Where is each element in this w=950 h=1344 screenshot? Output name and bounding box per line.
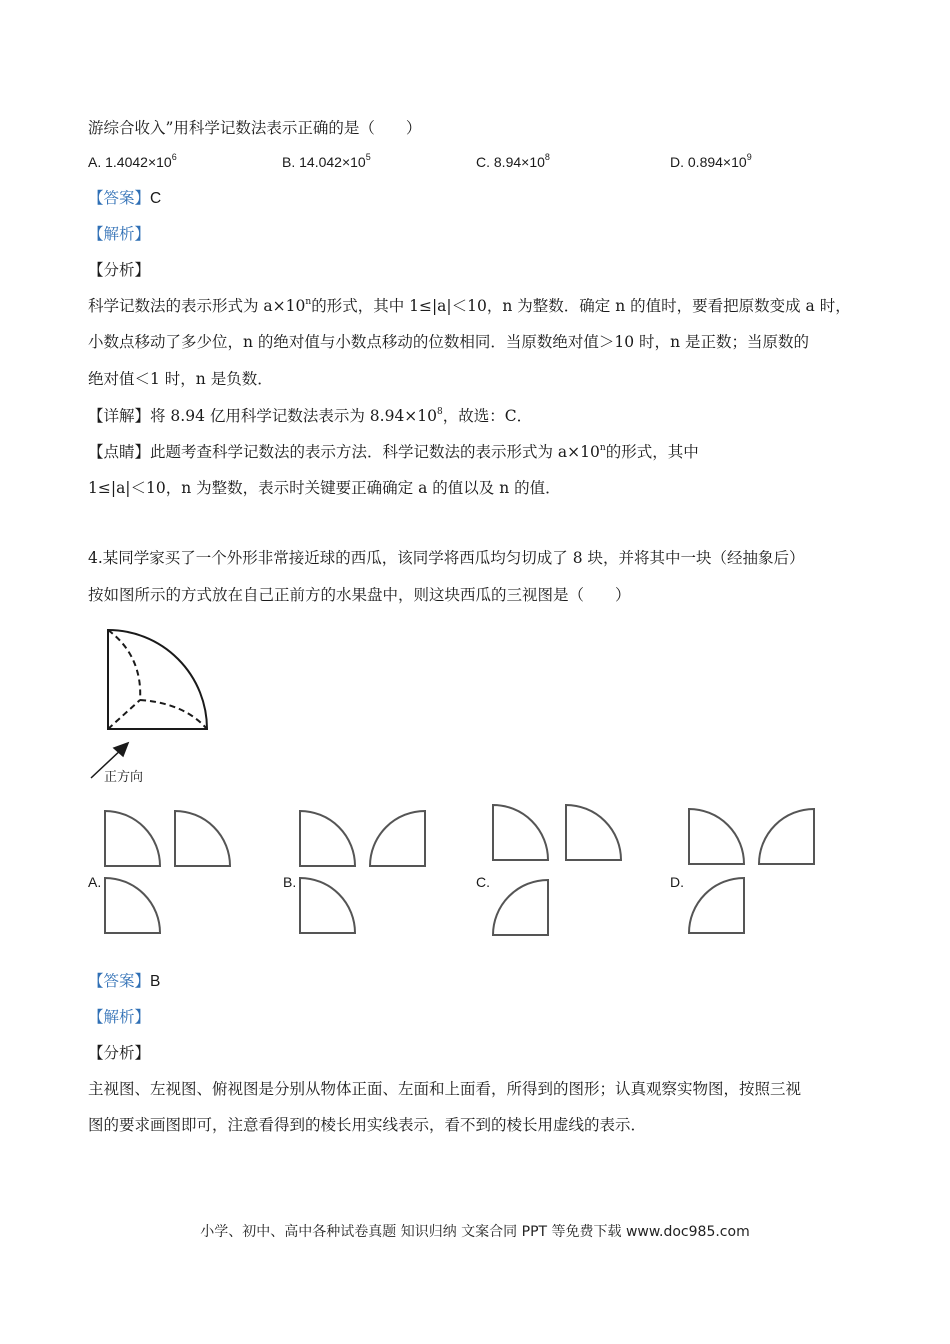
option-d-label: D. [670, 874, 684, 890]
option-c-label: C. [476, 874, 490, 890]
option-d-views [686, 806, 826, 946]
q4-stem-line1: 4.某同学家买了一个外形非常接近球的西瓜，该同学将西瓜均匀切成了 8 块，并将其中一块（经抽象后） [88, 549, 805, 567]
page-footer: 小学、初中、高中各种试卷真题 知识归纳 文案合同 PPT 等免费下载 www.doc985.com [200, 1224, 750, 1240]
option-c-views [490, 802, 630, 942]
answer-tag: 【答案】 [88, 972, 151, 990]
q3-dianjing: 【点睛】此题考查科学记数法的表示方法．科学记数法的表示形式为 $a\times 10^n$的形式，其中 [88, 443, 699, 461]
q3-fenxi-line1: 科学记数法的表示形式为 $a\times 10^n$的形式，其中 1≤|a|＜10，n 为整数．确定 n 的值时，要看把原数变成 a 时， [88, 297, 851, 315]
q3-analysis-tag: 【解析】 [88, 225, 151, 243]
answer-value: B [150, 973, 161, 990]
q4-fenxi-tag: 【分析】 [88, 1044, 151, 1062]
q3-fenxi-line2: 小数点移动了多少位，n 的绝对值与小数点移动的位数相同．当原数绝对值＞10 时，n 是正数；当原数的 [88, 333, 809, 351]
watermelon-figure [86, 622, 226, 782]
answer-tag: 【答案】 [88, 189, 151, 207]
option-b-views [297, 808, 437, 938]
q3-option-d: D. $0.894\times 10^9$ [670, 152, 752, 170]
answer-value: C [150, 190, 162, 207]
option-a-label: A. [88, 874, 102, 890]
q3-stem-tail: 游综合收入”用科学记数法表示正确的是（ ） [88, 119, 422, 137]
q4-fenxi-line2: 图的要求画图即可，注意看得到的棱长用实线表示，看不到的棱长用虚线的表示． [88, 1116, 647, 1134]
q3-option-b: B. $14.042\times 10^5$ [282, 152, 371, 170]
q3-option-c: C. $8.94\times 10^8$ [476, 152, 550, 170]
q3-option-a: A. $1.4042\times 10^6$ [88, 152, 177, 170]
q4-analysis-tag: 【解析】 [88, 1008, 151, 1026]
q4-answer [88, 971, 160, 992]
q3-dianjing-line2: 1≤|a|＜10，n 为整数，表示时关键要正确确定 a 的值以及 n 的值． [88, 479, 561, 497]
q3-fenxi-line3: 绝对值＜1 时，n 是负数． [88, 370, 273, 388]
direction-label: 正方向 [104, 770, 144, 785]
option-b-label: B. [283, 874, 297, 890]
q4-stem-line2: 按如图所示的方式放在自己正前方的水果盘中，则这块西瓜的三视图是（ ） [88, 586, 631, 604]
q3-answer [88, 188, 161, 209]
option-a-views [102, 808, 242, 938]
q4-fenxi-line1: 主视图、左视图、俯视图是分别从物体正面、左面和上面看，所得到的图形；认真观察实物图，按照三视 [88, 1080, 802, 1098]
q3-fenxi-tag: 【分析】 [88, 261, 151, 279]
q3-xiangjie: 【详解】将 8.94 亿用科学记数法表示为 $8.94\times 10^8$，故选：C． [88, 407, 533, 425]
